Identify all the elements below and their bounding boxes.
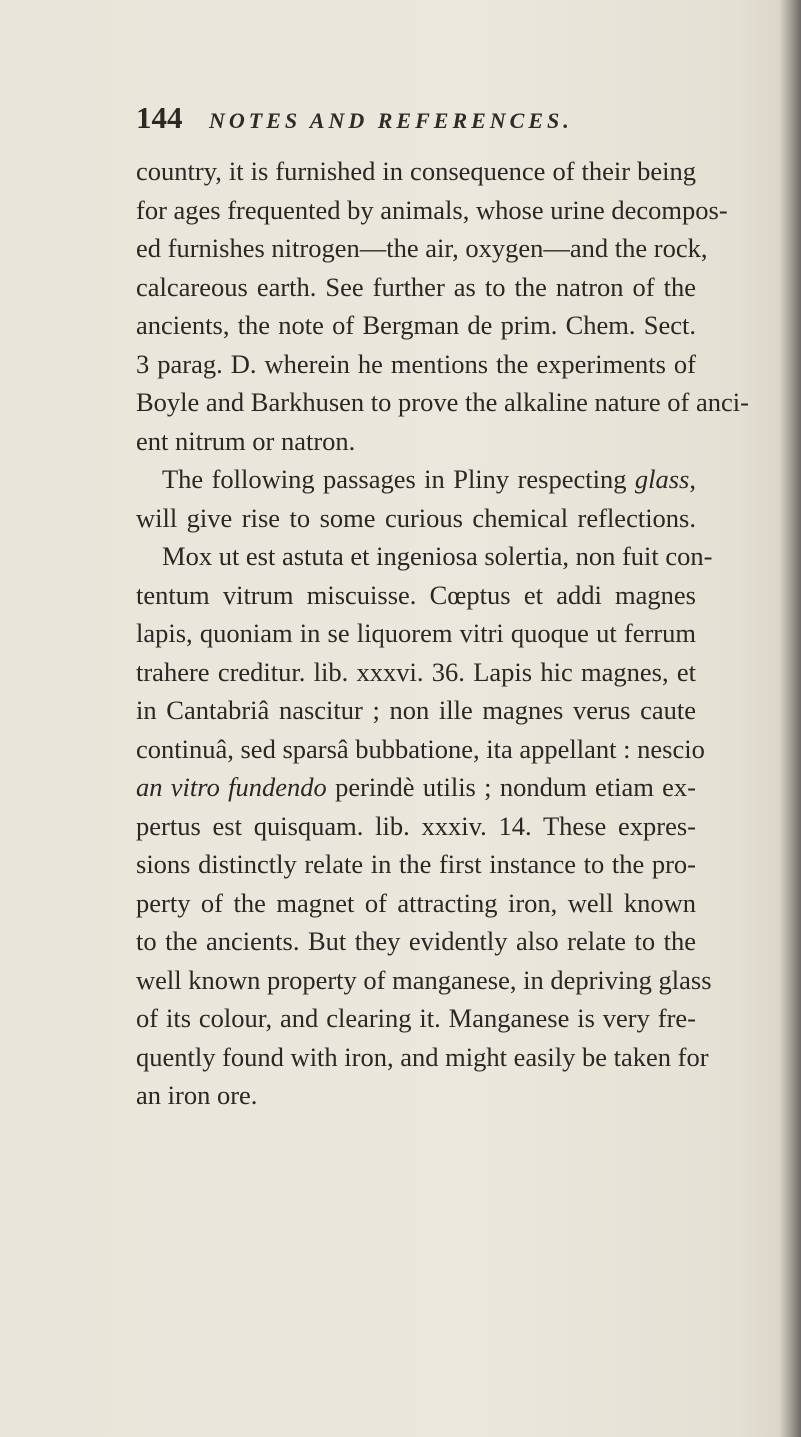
text-line: sions distinctly relate in the first instance to the pro- — [136, 849, 696, 879]
text-line: pertus est quisquam. lib. xxxiv. 14. These expres- — [136, 810, 696, 841]
page-edge-shadow — [779, 0, 801, 1437]
text-line: ed furnishes nitrogen—the air, oxygen—and the rock, — [136, 233, 708, 263]
text-line: lapis, quoniam in se liquorem vitri quoque ut ferrum — [136, 618, 696, 648]
text-line: well known property of manganese, in depriving glass — [136, 964, 712, 995]
text-line-with-italic — [136, 460, 696, 499]
text-line: ent nitrum or natron. — [136, 425, 356, 456]
text-segment: perindè utilis ; nondum etiam ex- — [326, 772, 696, 802]
text-line: an iron ore. — [136, 1080, 258, 1110]
text-line: ancients, the note of Bergman de prim. Chem. Sect. — [136, 310, 696, 340]
text-line: calcareous earth. See further as to the natron of the — [136, 271, 696, 302]
text-line: trahere creditur. lib. xxxvi. 36. Lapis hic magnes, et — [136, 656, 696, 687]
text-line: tentum vitrum miscuisse. Cœptus et addi magnes — [136, 579, 696, 610]
text-line-with-italic — [136, 768, 696, 807]
text-line: Mox ut est astuta et ingeniosa solertia, non fuit con- — [162, 541, 713, 571]
text-line: of its colour, and clearing it. Manganese is very fre- — [136, 1003, 696, 1033]
text-line: country, it is furnished in consequence of their being — [136, 156, 696, 186]
italic-word-glass: glass — [634, 464, 690, 494]
text-line: Boyle and Barkhusen to prove the alkaline nature of anci- — [136, 387, 749, 417]
text-line: quently found with iron, and might easily be taken for — [136, 1041, 709, 1072]
running-head — [136, 100, 736, 140]
text-segment: The following passages in Pliny respecting — [162, 464, 635, 494]
italic-phrase: an vitro fundendo — [136, 772, 327, 802]
text-line: for ages frequented by animals, whose urine decompos- — [136, 194, 728, 225]
body-text — [136, 152, 749, 1115]
running-head-title: NOTES AND REFERENCES. — [209, 108, 573, 133]
text-line: perty of the magnet of attracting iron, well known — [136, 887, 696, 918]
text-line: continuâ, sed sparsâ bubbatione, ita appellant : nescio — [136, 733, 705, 764]
text-line: to the ancients. But they evidently also relate to the — [136, 926, 696, 956]
text-segment: , — [689, 464, 696, 494]
page-number: 144 — [136, 100, 183, 135]
text-line: in Cantabriâ nascitur ; non ille magnes verus caute — [136, 695, 696, 725]
text-line: will give rise to some curious chemical reflections. — [136, 502, 696, 533]
text-line: 3 parag. D. wherein he mentions the experiments of — [136, 348, 696, 379]
